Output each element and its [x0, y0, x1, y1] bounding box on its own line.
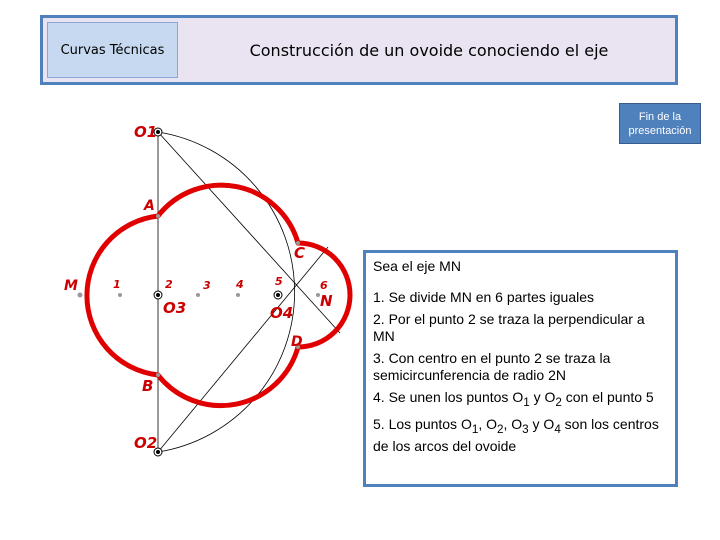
dot-b: [156, 373, 160, 377]
ovoid-curve: [87, 185, 350, 405]
label-div-4: 4: [236, 278, 244, 291]
label-o2: O2: [134, 434, 158, 452]
step-2: 2. Por el punto 2 se traza la perpendicular a MN: [373, 311, 645, 344]
step-3: 3. Con centro en el punto 2 se traza la semicircunferencia de radio 2N: [373, 350, 611, 383]
label-a: A: [144, 198, 155, 214]
label-m: M: [64, 278, 78, 294]
label-div-3: 3: [203, 279, 211, 292]
step-4-text-c: y O: [529, 389, 556, 405]
step-5-text-c: , O: [478, 415, 497, 432]
step-1: 1. Se divide MN en 6 partes iguales: [373, 289, 595, 305]
dot-4: [236, 293, 240, 297]
end-button-line2: presentación: [628, 125, 692, 137]
step-5-sub-2: 2: [497, 422, 504, 436]
label-b: B: [142, 377, 154, 395]
step-4-text-a: 4. Se unen los puntos O: [373, 389, 524, 405]
step-5: [373, 416, 668, 455]
step-4-sub-1: 1: [523, 395, 530, 409]
marker-o3-dot: [157, 294, 160, 297]
step-5-sub-3: 3: [522, 422, 529, 436]
step-4-sub-2: 2: [555, 395, 562, 409]
label-div-1: 1: [113, 278, 121, 291]
step-5-text-g: y O: [528, 415, 555, 432]
label-div-5: 5: [275, 275, 283, 288]
slide-title: Construcción de un ovoide conociendo el eje: [249, 40, 609, 60]
label-n: N: [320, 292, 333, 310]
label-o3: O3: [163, 299, 187, 317]
label-o4: O4: [270, 304, 294, 322]
construction-lines: [158, 130, 340, 452]
label-div-6: 6: [320, 279, 328, 292]
step-5-text-a: 5. Los puntos O: [373, 415, 472, 432]
step-5-text-i: son los centros de los arcos del ovoide: [373, 415, 659, 454]
dot-1: [118, 293, 122, 297]
step-4-text-e: con el punto 5: [561, 389, 654, 405]
label-o1: O1: [134, 123, 158, 141]
label-d: D: [291, 334, 303, 350]
dot-m: [78, 293, 83, 298]
dot-a: [156, 214, 160, 218]
marker-o4-dot: [277, 294, 280, 297]
step-4: [373, 389, 668, 411]
step-5-text-e: , O: [503, 415, 523, 432]
subject-label: Curvas Técnicas: [47, 22, 178, 78]
end-button-line1: Fin de la: [638, 111, 682, 123]
steps-panel: [363, 250, 678, 487]
step-5-sub-1: 1: [471, 422, 479, 436]
step-intro: Sea el eje MN: [373, 258, 461, 274]
step-5-sub-4: 4: [554, 422, 561, 436]
label-div-2: 2: [165, 278, 173, 291]
dot-3: [196, 293, 200, 297]
label-c: C: [294, 244, 306, 262]
